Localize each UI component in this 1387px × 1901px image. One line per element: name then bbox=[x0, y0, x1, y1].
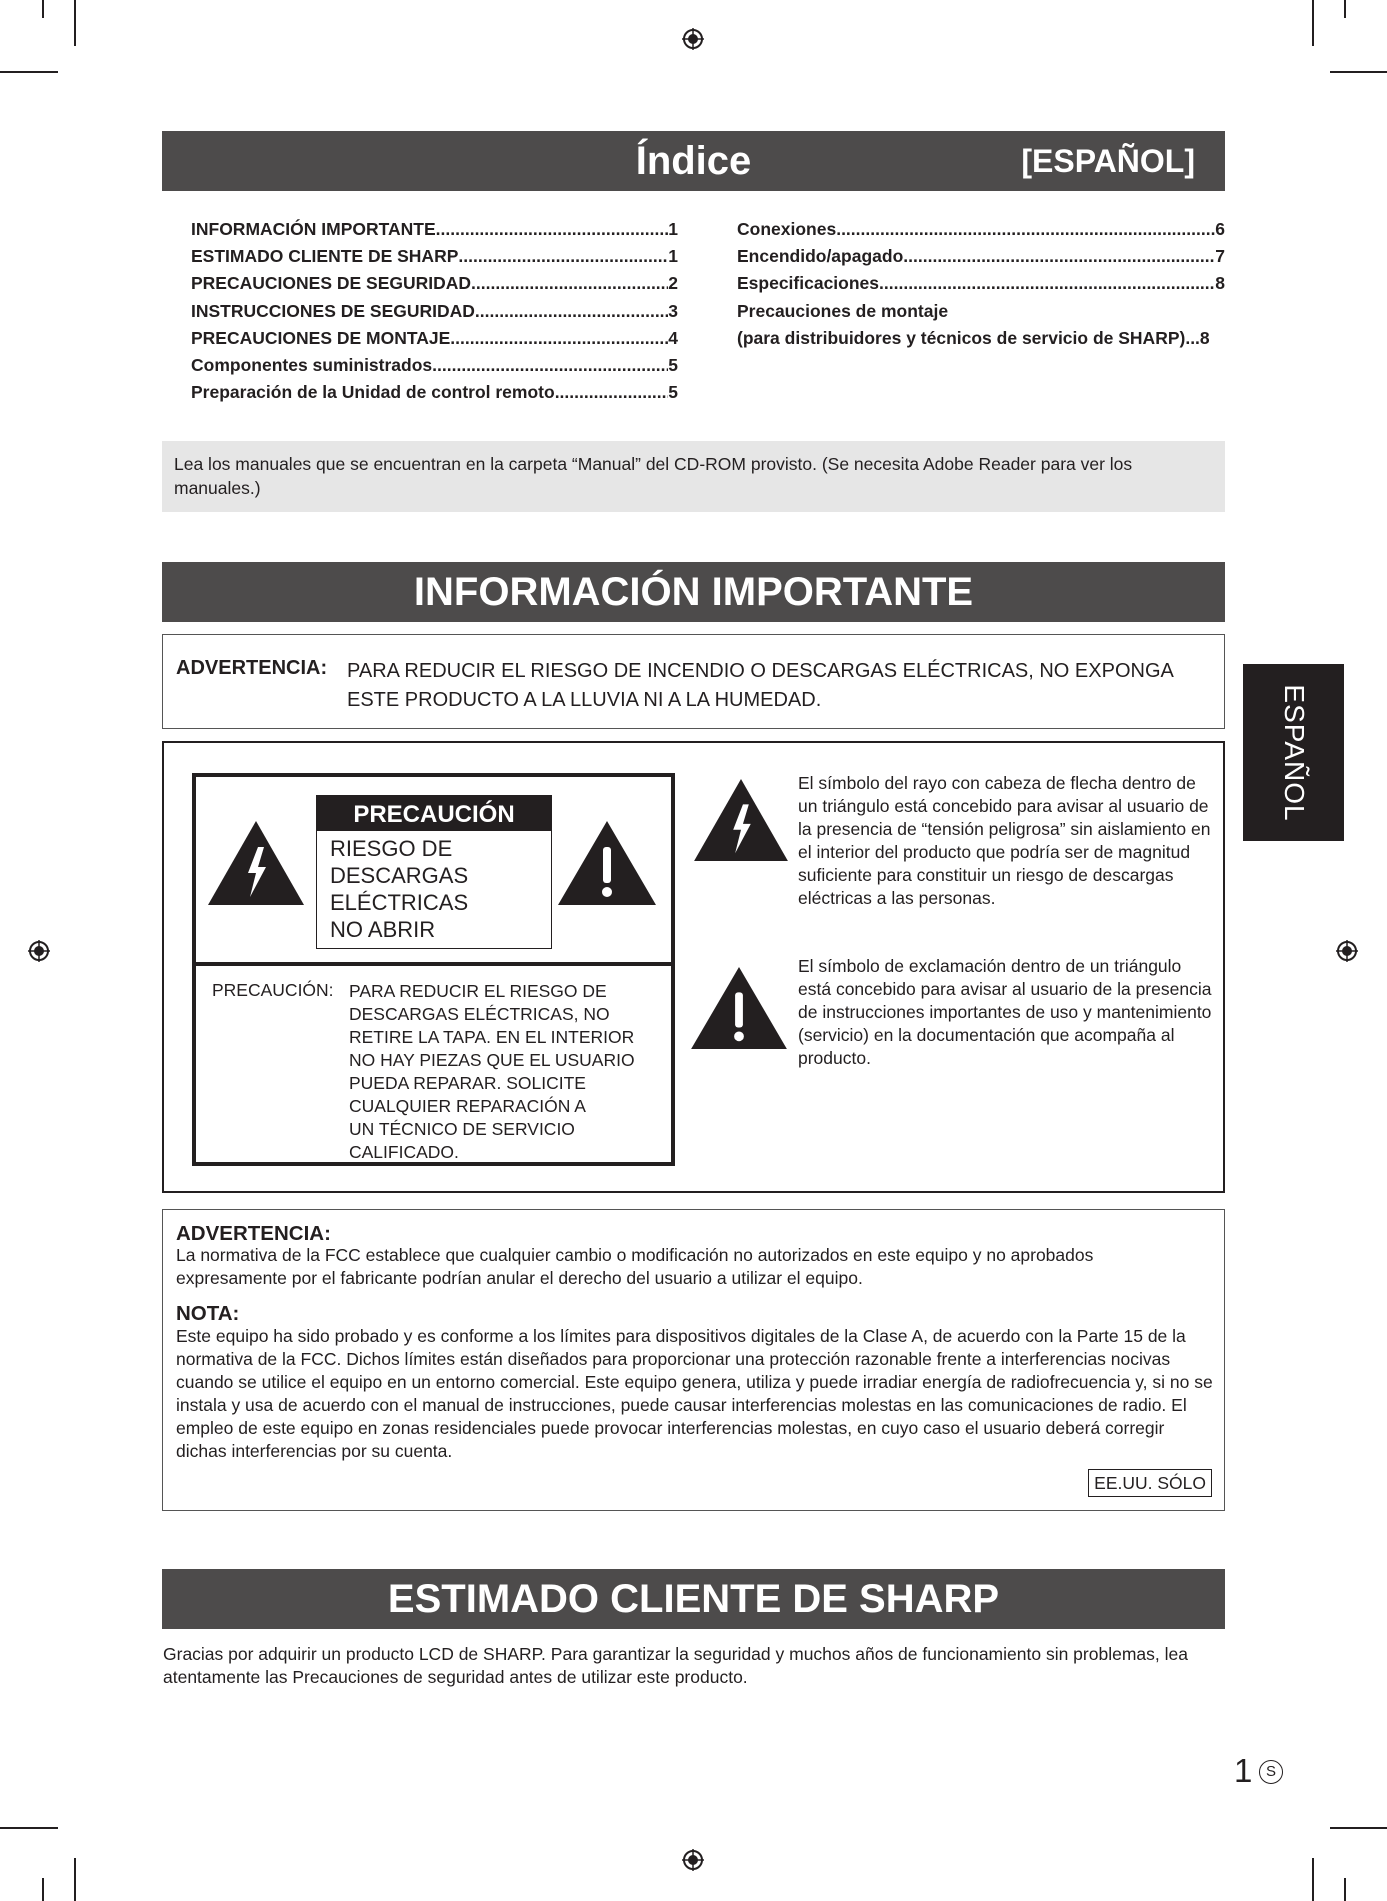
language-side-tab[interactable] bbox=[1243, 664, 1344, 841]
dear-customer-text: Gracias por adquirir un producto LCD de SHARP. Para garantizar la seguridad y muchos años de funcionamiento sin problemas, lea atentamente las Precauciones de seguridad antes de utilizar este producto. bbox=[163, 1644, 1188, 1687]
warning-box bbox=[162, 634, 1225, 729]
toc-entry[interactable]: PRECAUCIONES DE MONTAJE ..... 4 bbox=[191, 325, 678, 352]
toc-entry[interactable]: ESTIMADO CLIENTE DE SHARP ..... 1 bbox=[191, 243, 678, 270]
registration-mark-icon bbox=[28, 940, 50, 962]
caution-prefix: PRECAUCIÓN: bbox=[212, 980, 334, 1000]
fcc-warning-title: ADVERTENCIA: bbox=[176, 1222, 331, 1245]
exclamation-triangle-icon bbox=[556, 819, 658, 907]
crop-mark bbox=[74, 0, 76, 46]
lightning-description: El símbolo del rayo con cabeza de flecha dentro de un triángulo está concebido para avisar al usuario de la presencia de “tensión peligrosa” sin aislamiento en el interior del producto que podría ser de magnitud suficiente para constituir un riesgo de descargas eléctricas a las personas. bbox=[798, 773, 1211, 908]
dear-customer-title: ESTIMADO CLIENTE DE SHARP bbox=[387, 1577, 1000, 1621]
exclamation-triangle-icon bbox=[689, 965, 789, 1051]
fcc-note-title: NOTA: bbox=[176, 1302, 240, 1325]
index-header bbox=[162, 131, 1225, 191]
toc-entry[interactable]: PRECAUCIONES DE SEGURIDAD ..... 2 bbox=[191, 270, 678, 297]
page-number: 1 bbox=[1234, 1752, 1253, 1789]
caution-line: RIESGO DE bbox=[330, 836, 453, 861]
crop-mark bbox=[1344, 1878, 1346, 1901]
toc-entry[interactable]: Conexiones ..... 6 bbox=[737, 216, 1225, 243]
crop-mark bbox=[42, 0, 44, 18]
lightning-triangle-icon bbox=[206, 819, 306, 907]
caution-text-line: PUEDA REPARAR. SOLICITE bbox=[349, 1073, 586, 1093]
caution-line: DESCARGAS bbox=[330, 863, 469, 888]
symbols-box bbox=[162, 741, 1225, 1193]
caution-text-line: DESCARGAS ELÉCTRICAS, NO bbox=[349, 1004, 610, 1024]
crop-mark bbox=[0, 1827, 58, 1829]
caution-label-lines bbox=[317, 831, 551, 947]
manual-note-box bbox=[162, 441, 1225, 512]
toc-right bbox=[737, 216, 1225, 352]
manual-note: Lea los manuales que se encuentran en la carpeta “Manual” del CD-ROM provisto. (Se necesita Adobe Reader para ver los manuales.) bbox=[174, 454, 1133, 498]
crop-mark bbox=[1330, 1827, 1387, 1829]
caution-text-line: PARA REDUCIR EL RIESGO DE bbox=[349, 981, 607, 1001]
side-tab-label: ESPAÑOL bbox=[1278, 683, 1310, 822]
region-badge: EE.UU. SÓLO bbox=[1088, 1469, 1212, 1497]
caution-text-line: RETIRE LA TAPA. EN EL INTERIOR bbox=[349, 1027, 635, 1047]
crop-mark bbox=[42, 1878, 44, 1901]
toc-entry[interactable]: Componentes suministrados ..... 5 bbox=[191, 352, 678, 379]
index-title: Índice bbox=[635, 139, 752, 183]
crop-mark bbox=[1344, 0, 1346, 18]
important-info-title: INFORMACIÓN IMPORTANTE bbox=[413, 570, 974, 614]
caution-line: ELÉCTRICAS bbox=[330, 890, 469, 915]
toc-entry[interactable]: Especificaciones ..... 8 bbox=[737, 270, 1225, 297]
dear-customer-header bbox=[162, 1569, 1225, 1629]
warning-text: PARA REDUCIR EL RIESGO DE INCENDIO O DESCARGAS ELÉCTRICAS, NO EXPONGA ESTE PRODUCTO A LA LLUVIA NI A LA HUMEDAD. bbox=[347, 660, 1173, 711]
caution-text-line: UN TÉCNICO DE SERVICIO bbox=[349, 1119, 575, 1139]
toc-entry[interactable]: Precauciones de montaje bbox=[737, 300, 949, 321]
caution-label bbox=[192, 773, 675, 1198]
caution-label-panel bbox=[316, 795, 552, 949]
toc-entry[interactable]: (para distribuidores y técnicos de servicio de SHARP) ...8 bbox=[737, 327, 1210, 348]
registration-mark-icon bbox=[682, 28, 704, 50]
toc-entry[interactable]: Preparación de la Unidad de control remoto ..... 5 bbox=[191, 379, 678, 406]
fcc-warning-text: La normativa de la FCC establece que cualquier cambio o modificación no autorizados en este equipo y no aprobados expresamente por el fabricante podrían anular el derecho del usuario a utilizar el equipo. bbox=[176, 1245, 1094, 1288]
crop-mark bbox=[74, 1858, 76, 1901]
caution-text bbox=[349, 980, 635, 1164]
toc-entry[interactable]: INSTRUCCIONES DE SEGURIDAD ..... 3 bbox=[191, 298, 678, 325]
toc-entry[interactable]: INFORMACIÓN IMPORTANTE ..... 1 bbox=[191, 216, 678, 243]
fcc-box bbox=[162, 1209, 1225, 1511]
crop-mark bbox=[1312, 0, 1314, 46]
language-label: [ESPAÑOL] bbox=[1021, 143, 1195, 179]
caution-text-line: CALIFICADO. bbox=[349, 1142, 459, 1162]
important-info-header bbox=[162, 562, 1225, 622]
lightning-triangle-icon bbox=[692, 777, 790, 863]
registration-mark-icon bbox=[682, 1849, 704, 1871]
exclamation-description: El símbolo de exclamación dentro de un triángulo está concebido para avisar al usuario de la presencia de instrucciones importantes de uso y mantenimiento (servicio) en la documentación que acompaña al producto. bbox=[798, 956, 1212, 1068]
caution-text-line: NO HAY PIEZAS QUE EL USUARIO bbox=[349, 1050, 635, 1070]
warning-label: ADVERTENCIA: bbox=[176, 657, 328, 679]
crop-mark bbox=[1312, 1858, 1314, 1901]
caution-text-line: CUALQUIER REPARACIÓN A bbox=[349, 1096, 586, 1116]
toc-entry[interactable]: Encendido/apagado ..... 7 bbox=[737, 243, 1225, 270]
crop-mark bbox=[1330, 71, 1387, 73]
crop-mark bbox=[0, 71, 58, 73]
caution-label-title: PRECAUCIÓN bbox=[317, 796, 551, 831]
page-suffix-badge: S bbox=[1259, 1760, 1283, 1784]
registration-mark-icon bbox=[1336, 940, 1358, 962]
caution-line: NO ABRIR bbox=[330, 917, 436, 942]
toc-left bbox=[191, 216, 678, 406]
fcc-note-text: Este equipo ha sido probado y es conforme a los límites para dispositivos digitales de la Clase A, de acuerdo con la Parte 15 de la normativa de la FCC. Dichos límites están diseñados para proporcionar una protección razonable frente a interferencias nocivas cuando se utilice el equipo en un entorno comercial. Este equipo genera, utiliza y puede irradiar energía de radiofrecuencia y, si no se instala y usa de acuerdo con el manual de instrucciones, puede causar interferencias molestas en las comunicaciones de radio. El empleo de este equipo en zonas residenciales puede provocar interferencias molestas, en cuyo caso el usuario deberá corregir dichas interferencias por su cuenta. bbox=[176, 1326, 1213, 1461]
